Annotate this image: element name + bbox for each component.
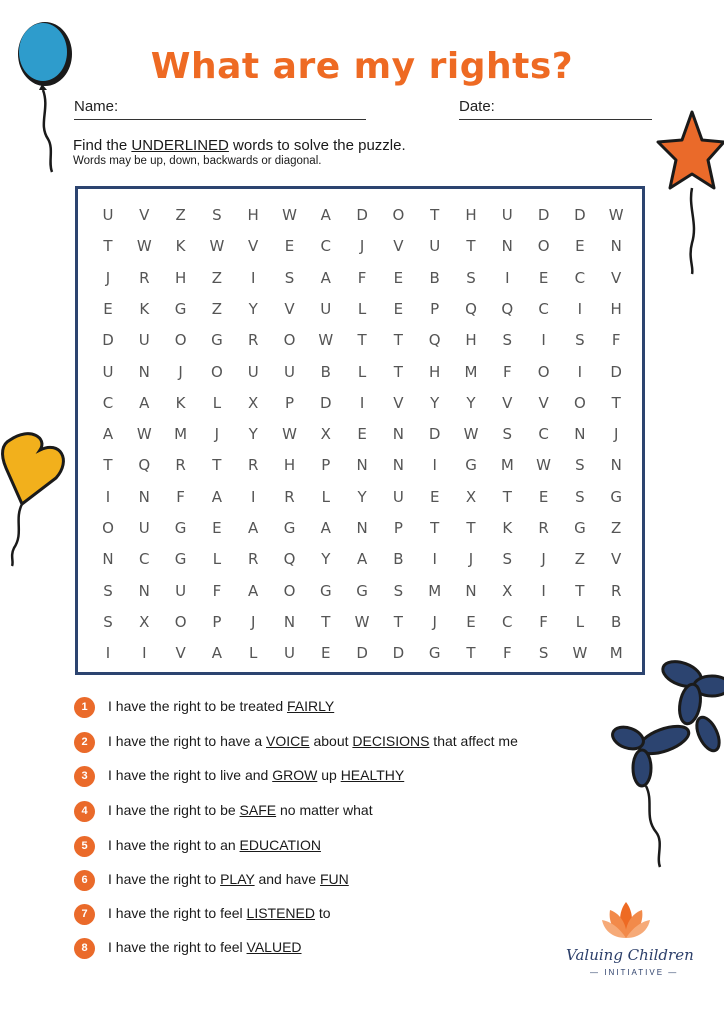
grid-letter[interactable]: H — [247, 206, 259, 224]
grid-letter[interactable]: U — [284, 644, 295, 663]
grid-letter[interactable]: E — [212, 519, 222, 537]
grid-letter[interactable]: A — [356, 550, 368, 569]
grid-letter[interactable]: L — [212, 393, 222, 412]
grid-letter[interactable]: L — [212, 550, 222, 569]
question-text-part: I have the right to live and — [108, 767, 273, 783]
question-number: 4 — [74, 801, 95, 822]
underlined-keyword: DECISIONS — [352, 733, 430, 749]
grid-letter[interactable]: U — [102, 362, 114, 381]
grid-letter[interactable]: M — [174, 425, 188, 444]
logo-subtitle: — INITIATIVE — — [590, 968, 679, 977]
grid-letter[interactable]: B — [393, 550, 404, 569]
grid-letter[interactable]: T — [212, 456, 222, 475]
grid-letter[interactable]: H — [465, 206, 477, 224]
grid-letter[interactable]: A — [320, 268, 331, 287]
grid-letter[interactable]: W — [572, 644, 588, 663]
grid-letter[interactable]: Z — [211, 268, 223, 287]
grid-letter[interactable]: V — [284, 299, 295, 318]
grid-letter[interactable]: V — [611, 268, 622, 287]
grid-letter[interactable]: S — [393, 581, 404, 600]
grid-letter[interactable]: U — [429, 237, 441, 256]
grid-letter[interactable]: I — [577, 362, 583, 381]
grid-letter[interactable]: S — [575, 456, 585, 475]
grid-letter[interactable]: T — [430, 206, 440, 224]
grid-letter[interactable]: K — [175, 393, 186, 412]
grid-letter[interactable]: X — [502, 581, 513, 600]
grid-letter[interactable]: Y — [357, 487, 367, 506]
question-text-part: to — [315, 905, 331, 921]
grid-letter[interactable]: E — [575, 237, 585, 256]
grid-letter[interactable]: D — [392, 644, 405, 663]
grid-letter[interactable]: J — [250, 612, 256, 631]
grid-letter[interactable]: V — [502, 393, 513, 412]
grid-letter[interactable]: V — [393, 393, 404, 412]
grid-letter[interactable]: I — [105, 487, 111, 506]
grid-letter[interactable]: Z — [574, 550, 586, 569]
grid-letter[interactable]: U — [138, 519, 150, 537]
grid-letter[interactable]: S — [103, 581, 113, 600]
question-text — [108, 871, 349, 887]
grid-letter[interactable]: W — [354, 612, 370, 631]
grid-letter[interactable]: E — [393, 299, 404, 318]
grid-letter[interactable]: A — [248, 519, 259, 537]
grid-letter[interactable]: E — [321, 644, 331, 663]
grid-letter[interactable]: V — [175, 644, 186, 663]
grid-letter[interactable]: E — [284, 237, 295, 256]
grid-letter[interactable]: S — [103, 612, 113, 631]
heart-balloon-icon — [0, 428, 70, 568]
grid-letter[interactable]: U — [392, 487, 404, 506]
grid-letter[interactable]: I — [432, 456, 437, 475]
instructions-line-2: Words may be up, down, backwards or diagonal. — [73, 155, 322, 167]
grid-letter[interactable]: D — [102, 331, 114, 350]
grid-letter[interactable]: Q — [465, 299, 477, 318]
grid-letter[interactable]: T — [103, 456, 113, 475]
underlined-keyword: PLAY — [220, 871, 255, 887]
grid-letter[interactable]: T — [103, 237, 113, 256]
grid-letter[interactable]: Y — [248, 425, 258, 444]
grid-letter[interactable]: A — [211, 487, 223, 506]
underlined-keyword: FAIRLY — [287, 698, 335, 714]
grid-letter[interactable]: I — [577, 299, 583, 318]
grid-letter[interactable]: N — [610, 456, 622, 475]
grid-letter[interactable]: H — [283, 456, 296, 475]
grid-letter[interactable]: S — [502, 425, 513, 444]
grid-letter[interactable]: T — [393, 362, 403, 381]
blue-balloon-icon — [8, 14, 80, 174]
grid-letter[interactable]: P — [393, 519, 403, 537]
grid-letter[interactable]: G — [211, 331, 223, 350]
grid-letter[interactable]: T — [393, 612, 403, 631]
grid-letter[interactable]: J — [613, 425, 619, 444]
grid-letter[interactable]: U — [175, 581, 187, 600]
grid-letter[interactable]: V — [248, 237, 259, 256]
grid-letter[interactable]: O — [210, 362, 223, 381]
grid-letter[interactable]: X — [465, 487, 477, 506]
grid-letter[interactable]: S — [466, 268, 476, 287]
grid-letter[interactable]: U — [138, 331, 150, 350]
grid-letter[interactable]: R — [247, 456, 259, 475]
grid-letter[interactable]: C — [538, 425, 549, 444]
grid-letter[interactable]: M — [428, 581, 442, 600]
grid-letter[interactable]: Y — [248, 299, 258, 318]
logo-name: Valuing Children — [566, 946, 694, 964]
grid-letter[interactable]: K — [139, 299, 150, 318]
question-number: 1 — [74, 697, 95, 718]
question-text — [108, 939, 302, 955]
grid-letter[interactable]: N — [392, 456, 404, 475]
question-number: 6 — [74, 870, 95, 891]
star-balloon-icon — [648, 108, 724, 278]
grid-letter[interactable]: N — [356, 519, 368, 537]
grid-letter[interactable]: S — [502, 550, 513, 569]
grid-letter[interactable]: W — [463, 425, 479, 444]
grid-letter[interactable]: T — [466, 644, 476, 663]
grid-letter[interactable]: A — [211, 644, 223, 663]
grid-letter[interactable]: U — [247, 362, 259, 381]
question-text-part: I have the right to be treated — [108, 698, 288, 714]
grid-letter[interactable]: F — [176, 487, 185, 506]
grid-letter[interactable]: D — [356, 644, 368, 663]
underlined-keyword: LISTENED — [246, 905, 315, 921]
grid-letter[interactable]: B — [429, 268, 440, 287]
question-text-part: I have the right to an — [108, 837, 240, 853]
grid-letter[interactable]: X — [320, 425, 331, 444]
grid-letter[interactable]: D — [428, 425, 441, 444]
grid-letter[interactable]: T — [466, 237, 476, 256]
grid-letter[interactable]: O — [537, 237, 550, 256]
question-text — [108, 767, 404, 783]
grid-letter[interactable]: P — [430, 299, 440, 318]
grid-letter[interactable]: W — [282, 206, 297, 224]
grid-letter[interactable]: D — [574, 206, 586, 224]
grid-letter[interactable]: C — [139, 550, 150, 569]
grid-letter[interactable]: I — [432, 550, 437, 569]
underlined-keyword: EDUCATION — [239, 837, 321, 853]
grid-letter[interactable]: Q — [428, 331, 441, 350]
grid-letter[interactable]: L — [357, 362, 367, 381]
grid-letter[interactable]: F — [502, 644, 512, 663]
grid-letter[interactable]: K — [175, 237, 186, 256]
grid-letter[interactable]: R — [538, 519, 549, 537]
grid-letter[interactable]: G — [283, 519, 296, 537]
grid-letter[interactable]: J — [432, 612, 437, 631]
grid-letter[interactable]: G — [428, 644, 441, 663]
grid-letter[interactable]: A — [320, 519, 331, 537]
word-search-grid — [75, 186, 645, 675]
grid-letter[interactable]: G — [356, 581, 368, 600]
grid-letter[interactable]: G — [319, 581, 332, 600]
question-text — [108, 698, 334, 714]
grid-letter[interactable]: J — [468, 550, 474, 569]
grid-letter[interactable]: D — [537, 206, 550, 224]
question-text-part: I have the right to — [108, 871, 221, 887]
grid-letter[interactable]: W — [282, 425, 297, 444]
grid-letter[interactable]: R — [610, 581, 622, 600]
grid-letter[interactable]: W — [536, 456, 552, 475]
grid-letter[interactable]: R — [139, 268, 150, 287]
grid-letter[interactable]: C — [320, 237, 332, 256]
grid-letter[interactable]: E — [466, 612, 476, 631]
question-number: 7 — [74, 904, 95, 925]
grid-letter[interactable]: T — [466, 519, 476, 537]
grid-letter[interactable]: L — [357, 299, 367, 318]
grid-letter[interactable]: U — [501, 206, 513, 224]
grid-letter[interactable]: E — [538, 487, 549, 506]
grid-letter[interactable]: X — [248, 393, 259, 412]
lotus-logo-icon — [600, 898, 652, 942]
underlined-keyword: SAFE — [239, 802, 277, 818]
grid-letter[interactable]: V — [393, 237, 404, 256]
grid-letter[interactable]: C — [102, 393, 114, 412]
grid-letter[interactable]: E — [538, 268, 549, 287]
grid-letter[interactable]: R — [284, 487, 295, 506]
grid-letter[interactable]: O — [174, 331, 187, 350]
grid-letter[interactable]: J — [178, 362, 183, 381]
grid-letter[interactable]: S — [212, 206, 222, 224]
grid-letter[interactable]: E — [393, 268, 404, 287]
grid-letter[interactable]: M — [500, 456, 514, 475]
underlined-keyword: GROW — [272, 767, 318, 783]
grid-letter[interactable]: Q — [501, 299, 514, 318]
question-text-part: that affect me — [429, 733, 518, 749]
grid-letter[interactable]: C — [502, 612, 513, 631]
balloon-dog-icon — [604, 652, 724, 872]
grid-letter[interactable]: V — [139, 206, 150, 224]
grid-letter[interactable]: W — [136, 425, 152, 444]
grid-letter[interactable]: B — [320, 362, 331, 381]
grid-letter[interactable]: D — [320, 393, 332, 412]
grid-letter[interactable]: F — [212, 581, 222, 600]
grid-letter[interactable]: N — [501, 237, 513, 256]
grid-letter[interactable]: G — [174, 519, 187, 537]
name-field[interactable] — [74, 119, 366, 120]
grid-letter[interactable]: N — [574, 425, 586, 444]
grid-letter[interactable]: J — [214, 425, 220, 444]
grid-letter[interactable]: N — [138, 581, 150, 600]
grid-letter[interactable]: L — [575, 612, 585, 631]
grid-letter[interactable]: Q — [138, 456, 151, 475]
grid-letter[interactable]: V — [538, 393, 549, 412]
question-text — [108, 802, 373, 818]
question-number: 2 — [74, 732, 95, 753]
grid-letter[interactable]: R — [247, 331, 259, 350]
grid-letter[interactable]: S — [575, 331, 585, 350]
grid-letter[interactable]: S — [284, 268, 295, 287]
grid-letter[interactable]: N — [138, 362, 150, 381]
grid-letter[interactable]: T — [321, 612, 331, 631]
question-text-part: I have the right to be — [108, 802, 240, 818]
grid-letter[interactable]: E — [357, 425, 367, 444]
question-number: 5 — [74, 836, 95, 857]
underlined-keyword: VALUED — [246, 939, 302, 955]
grid-letter[interactable]: O — [573, 393, 586, 412]
question-number: 8 — [74, 938, 95, 959]
grid-letter[interactable]: O — [537, 362, 550, 381]
grid-letter[interactable]: H — [465, 331, 477, 350]
grid-letter[interactable]: D — [356, 206, 368, 224]
grid-letter[interactable]: T — [393, 331, 403, 350]
question-text — [108, 733, 518, 749]
grid-letter[interactable]: A — [320, 206, 331, 224]
question-text-part: no matter what — [276, 802, 373, 818]
grid-letter[interactable]: E — [429, 487, 440, 506]
grid-letter[interactable]: U — [284, 362, 295, 381]
grid-letter[interactable]: N — [392, 425, 404, 444]
grid-letter[interactable]: W — [608, 206, 624, 224]
grid-letter[interactable]: D — [610, 362, 622, 381]
grid-letter[interactable]: G — [610, 487, 622, 506]
grid-letter[interactable]: F — [502, 362, 512, 381]
grid-letter[interactable]: L — [249, 644, 258, 663]
grid-letter[interactable]: N — [102, 550, 114, 569]
grid-letter[interactable]: J — [105, 268, 111, 287]
grid-letter[interactable]: L — [321, 487, 330, 506]
question-text — [108, 837, 321, 853]
grid-letter[interactable]: H — [429, 362, 441, 381]
question-text — [108, 905, 331, 921]
grid-letter[interactable]: G — [174, 550, 187, 569]
grid-letter[interactable]: Y — [430, 393, 440, 412]
grid-letter[interactable]: O — [174, 612, 187, 631]
grid-letter[interactable]: J — [359, 237, 365, 256]
underlined-keyword: VOICE — [266, 733, 310, 749]
grid-letter[interactable]: K — [502, 519, 513, 537]
grid-letter[interactable]: P — [212, 612, 222, 631]
question-text-part: I have the right to feel — [108, 939, 247, 955]
grid-letter[interactable]: B — [611, 612, 622, 631]
grid-letter[interactable]: Q — [283, 550, 296, 569]
grid-letter[interactable]: T — [357, 331, 367, 350]
grid-letter[interactable]: U — [102, 206, 114, 224]
underlined-keyword: FUN — [319, 871, 349, 887]
grid-letter[interactable]: T — [502, 487, 512, 506]
grid-letter[interactable]: W — [318, 331, 334, 350]
instructions-emphasis: UNDERLINED — [131, 137, 229, 154]
grid-letter[interactable]: I — [105, 644, 111, 663]
instructions-prefix: Find the — [73, 137, 132, 154]
question-text-part: I have the right to feel — [108, 905, 247, 921]
grid-letter[interactable]: R — [175, 456, 186, 475]
grid-letter[interactable]: G — [574, 519, 586, 537]
grid-letter[interactable]: I — [250, 487, 256, 506]
grid-letter[interactable]: F — [539, 612, 548, 631]
grid-letter[interactable]: Z — [175, 206, 186, 224]
grid-letter[interactable]: S — [575, 487, 585, 506]
grid-letter[interactable]: C — [538, 299, 549, 318]
instructions-suffix: words to solve the puzzle. — [228, 137, 406, 154]
grid-letter[interactable]: G — [465, 456, 477, 475]
grid-letter[interactable]: I — [541, 331, 546, 350]
instructions-line-1 — [73, 137, 406, 154]
grid-letter[interactable]: A — [139, 393, 150, 412]
grid-letter[interactable]: I — [250, 268, 256, 287]
question-number: 3 — [74, 766, 95, 787]
grid-letter[interactable]: O — [102, 519, 114, 537]
grid-letter[interactable]: P — [321, 456, 331, 475]
grid-letter[interactable]: P — [284, 393, 295, 412]
grid-letter[interactable]: E — [103, 299, 113, 318]
underlined-keyword: HEALTHY — [340, 767, 405, 783]
grid-letter[interactable]: A — [248, 581, 259, 600]
grid-letter[interactable]: I — [359, 393, 365, 412]
grid-letter[interactable]: O — [392, 206, 405, 224]
grid-letter[interactable]: N — [283, 612, 296, 631]
grid-letter[interactable]: V — [611, 550, 622, 569]
grid-letter[interactable]: I — [142, 644, 147, 663]
grid-letter[interactable]: T — [575, 581, 585, 600]
grid-letter[interactable]: N — [465, 581, 477, 600]
grid-letter[interactable]: W — [136, 237, 152, 256]
grid-letter[interactable]: R — [247, 550, 259, 569]
grid-letter[interactable]: J — [541, 550, 546, 569]
question-text-part: about — [309, 733, 353, 749]
grid-letter[interactable]: S — [538, 644, 549, 663]
grid-letter[interactable]: A — [102, 425, 114, 444]
question-text-part: and have — [254, 871, 320, 887]
grid-letter[interactable]: T — [430, 519, 440, 537]
grid-letter[interactable]: M — [609, 644, 623, 663]
grid-letter[interactable]: O — [283, 331, 296, 350]
grid-letter[interactable]: N — [356, 456, 368, 475]
grid-letter[interactable]: Y — [466, 393, 476, 412]
grid-letter[interactable]: N — [610, 237, 622, 256]
grid-letter[interactable]: G — [174, 299, 187, 318]
grid-letter[interactable]: N — [138, 487, 150, 506]
grid-letter[interactable]: H — [174, 268, 187, 287]
grid-letter[interactable]: O — [283, 581, 296, 600]
grid-letter[interactable]: Z — [211, 299, 223, 318]
name-label: Name: — [74, 98, 119, 115]
grid-letter[interactable]: Y — [321, 550, 331, 569]
grid-letter[interactable]: Z — [611, 519, 622, 537]
date-label: Date: — [459, 98, 495, 115]
grid-letter[interactable]: T — [611, 393, 621, 412]
grid-letter[interactable]: H — [610, 299, 622, 318]
grid-letter[interactable]: F — [357, 268, 367, 287]
grid-letter[interactable]: X — [139, 612, 150, 631]
grid-letter[interactable]: U — [320, 299, 332, 318]
question-text-part: up — [317, 767, 341, 783]
date-field[interactable] — [459, 119, 652, 120]
grid-letter[interactable]: F — [611, 331, 621, 350]
grid-letter[interactable]: S — [502, 331, 513, 350]
grid-letter[interactable]: I — [541, 581, 546, 600]
grid-letter[interactable]: M — [464, 362, 478, 381]
question-text-part: I have the right to have a — [108, 733, 266, 749]
grid-letter[interactable]: W — [209, 237, 225, 256]
grid-letter[interactable]: C — [574, 268, 586, 287]
grid-letter[interactable]: I — [505, 268, 510, 287]
page-title: What are my rights? — [150, 46, 574, 87]
